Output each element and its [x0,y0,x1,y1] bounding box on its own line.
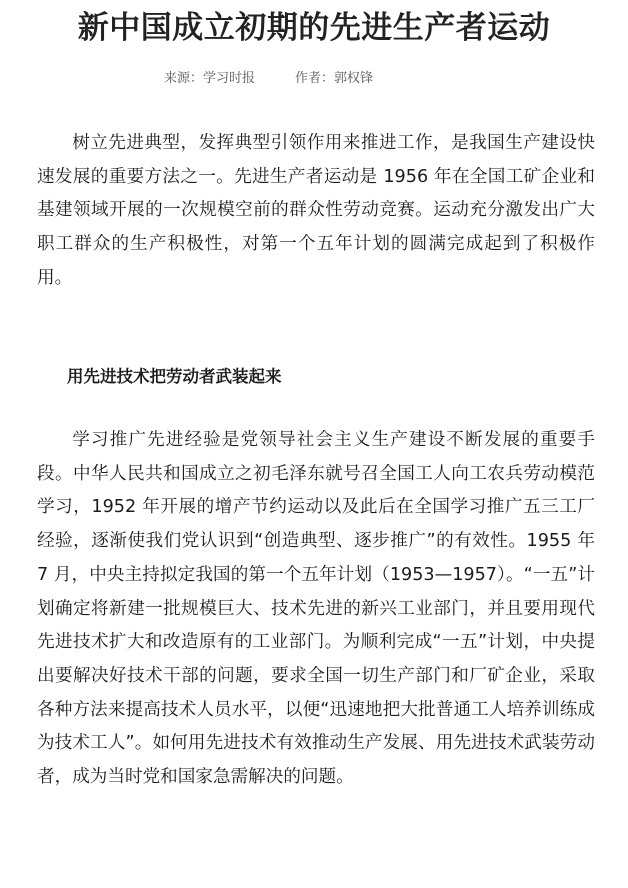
article-source: 来源：学习时报 [164,71,256,86]
section-heading: 用先进技术把劳动者武装起来 [67,367,282,386]
intro-paragraph: 树立先进典型，发挥典型引领作用来推进工作，是我国生产建设快速发展的重要方法之一。先进生产者运动是 1956 年在全国工矿企业和基建领域开展的一次规模空前的群众性劳动竞赛。运动充分激发出广大职工群众的生产积极性，对第一个五年计划的圆满完成起到了积极作用。 [37,133,595,288]
article-author: 作者：郭权锋 [295,71,374,86]
section-paragraph: 学习推广先进经验是党领导社会主义生产建设不断发展的重要手段。中华人民共和国成立之初毛泽东就号召全国工人向工农兵劳动模范学习，1952 年开展的增产节约运动以及此后在全国学习推广五三工厂经验，逐渐使我们党认识到“创造典型、逐步推广”的有效性。1955 年 7 月，中央主持拟定我国的第一个五年计划（1953—1957）。“一五”计划确定将新建一批规模巨大、技术先进的新兴工业部门，并且要用现代先进技术扩大和改造原有的工业部门。为顺利完成“一五”计划，中央提出要解决好技术干部的问题，要求全国一切生产部门和厂矿企业，采取各种方法来提高技术人员水平，以便“迅速地把大批普通工人培养训练成为技术工人”。如何用先进技术有效推动生产发展、用先进技术武装劳动者，成为当时党和国家急需解决的问题。 [37,430,595,788]
article-title: 新中国成立初期的先进生产者运动 [77,10,551,46]
article-meta [164,70,373,88]
